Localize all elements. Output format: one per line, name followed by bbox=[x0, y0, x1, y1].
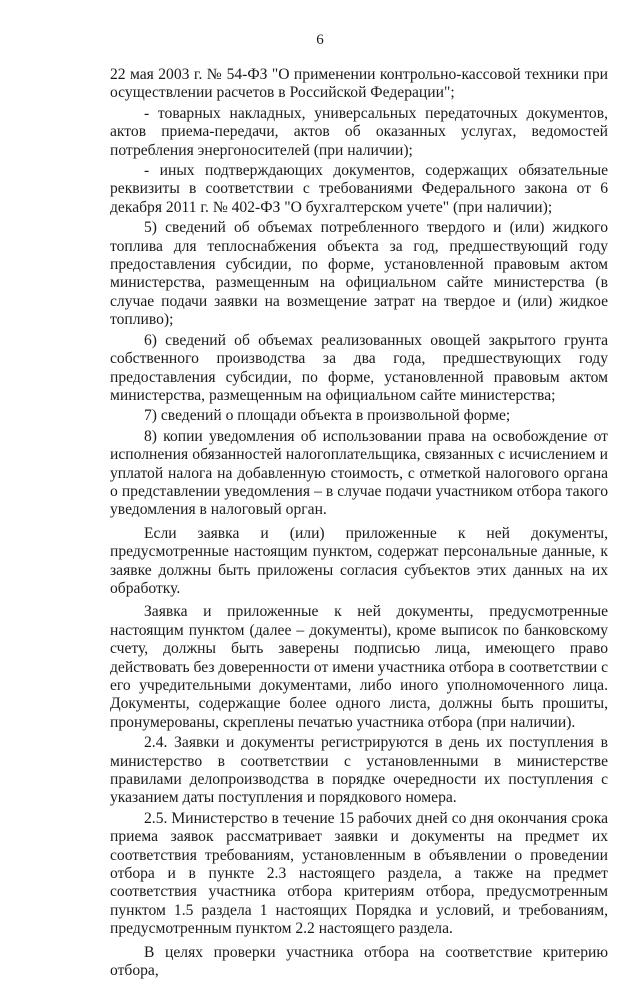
document-body bbox=[110, 66, 608, 986]
paragraph-2-5: 2.5. Министерство в течение 15 рабочих дней со дня окончания срока приема заявок рассматривает заявки и документы на предмет их соответствия требованиям, установленным в объявлении о проведении отбора и в пункте 2.3 настоящего раздела, а также на предмет соответствия участника отбора критериям отбора, предусмотренным пунктом 1.5 раздела 1 настоящих Порядка и условий, и требованиям, предусмотренным пунктом 2.2 настоящего раздела. bbox=[110, 809, 608, 938]
paragraph-item-7: 7) сведений о площади объекта в произвольной форме; bbox=[144, 407, 511, 425]
paragraph-item-6: 6) сведений об объемах реализованных овощей закрытого грунта собственного производства за два года, предшествующих году предоставления субсидии, по форме, установленной правовым актом министерства, размещенным на официальном сайте министерства; bbox=[110, 331, 608, 404]
paragraph-law-reference: 22 мая 2003 г. № 54-ФЗ "О применении контрольно-кассовой техники при осуществлении расчетов в Российской Федерации"; bbox=[110, 66, 608, 102]
paragraph-verification: В целях проверки участника отбора на соответствие критерию отбора, bbox=[110, 943, 608, 980]
page-number: 6 bbox=[316, 32, 324, 48]
paragraph-personal-data: Если заявка и (или) приложенные к ней документы, предусмотренные настоящим пунктом, содержат персональные данные, к заявке должны быть приложены согласия субъектов этих данных на их обработку. bbox=[110, 524, 608, 597]
paragraph-item-5: 5) сведений об объемах потребленного твердого и (или) жидкого топлива для теплоснабжения объекта за год, предшествующий году предоставления субсидии, по форме, установленной правовым актом министерства, размещенным на официальном сайте министерства (в случае подачи заявки на возмещение затрат на твердое и (или) жидкое топливо); bbox=[110, 219, 608, 329]
paragraph-certification: Заявка и приложенные к ней документы, предусмотренные настоящим пунктом (далее – документы), кроме выписок по банковскому счету, должны быть заверены подписью лица, имеющего право действовать без доверенности от имени участника отбора в соответствии с его учредительными документами, либо иного уполномоченного лица. Документы, содержащие более одного листа, должны быть прошиты, пронумерованы, скреплены печатью участника отбора (при наличии). bbox=[110, 603, 609, 731]
paragraph-2-4: 2.4. Заявки и документы регистрируются в день их поступления в министерство в соответствии с установленными в министерстве правилами делопроизводства в порядке очередности их поступления с указанием даты поступления и порядкового номера. bbox=[110, 734, 608, 807]
paragraph-other-documents: - иных подтверждающих документов, содержащих обязательные реквизиты в соответствии с требованиями Федерального закона от 6 декабря 2011 г. № 402-ФЗ "О бухгалтерском учете" (при наличии); bbox=[110, 162, 608, 216]
paragraph-item-8: 8) копии уведомления об использовании права на освобождение от исполнения обязанностей налогоплательщика, связанных с исчислением и уплатой налога на добавленную стоимость, с отметкой налогового органа о представлении уведомления – в случае подачи участником отбора такого уведомления в налоговый орган. bbox=[110, 427, 608, 519]
paragraph-invoices: - товарных накладных, универсальных передаточных документов, актов приема-передачи, актов об оказанных услугах, ведомостей потребления энергоносителей (при наличии); bbox=[110, 104, 608, 159]
